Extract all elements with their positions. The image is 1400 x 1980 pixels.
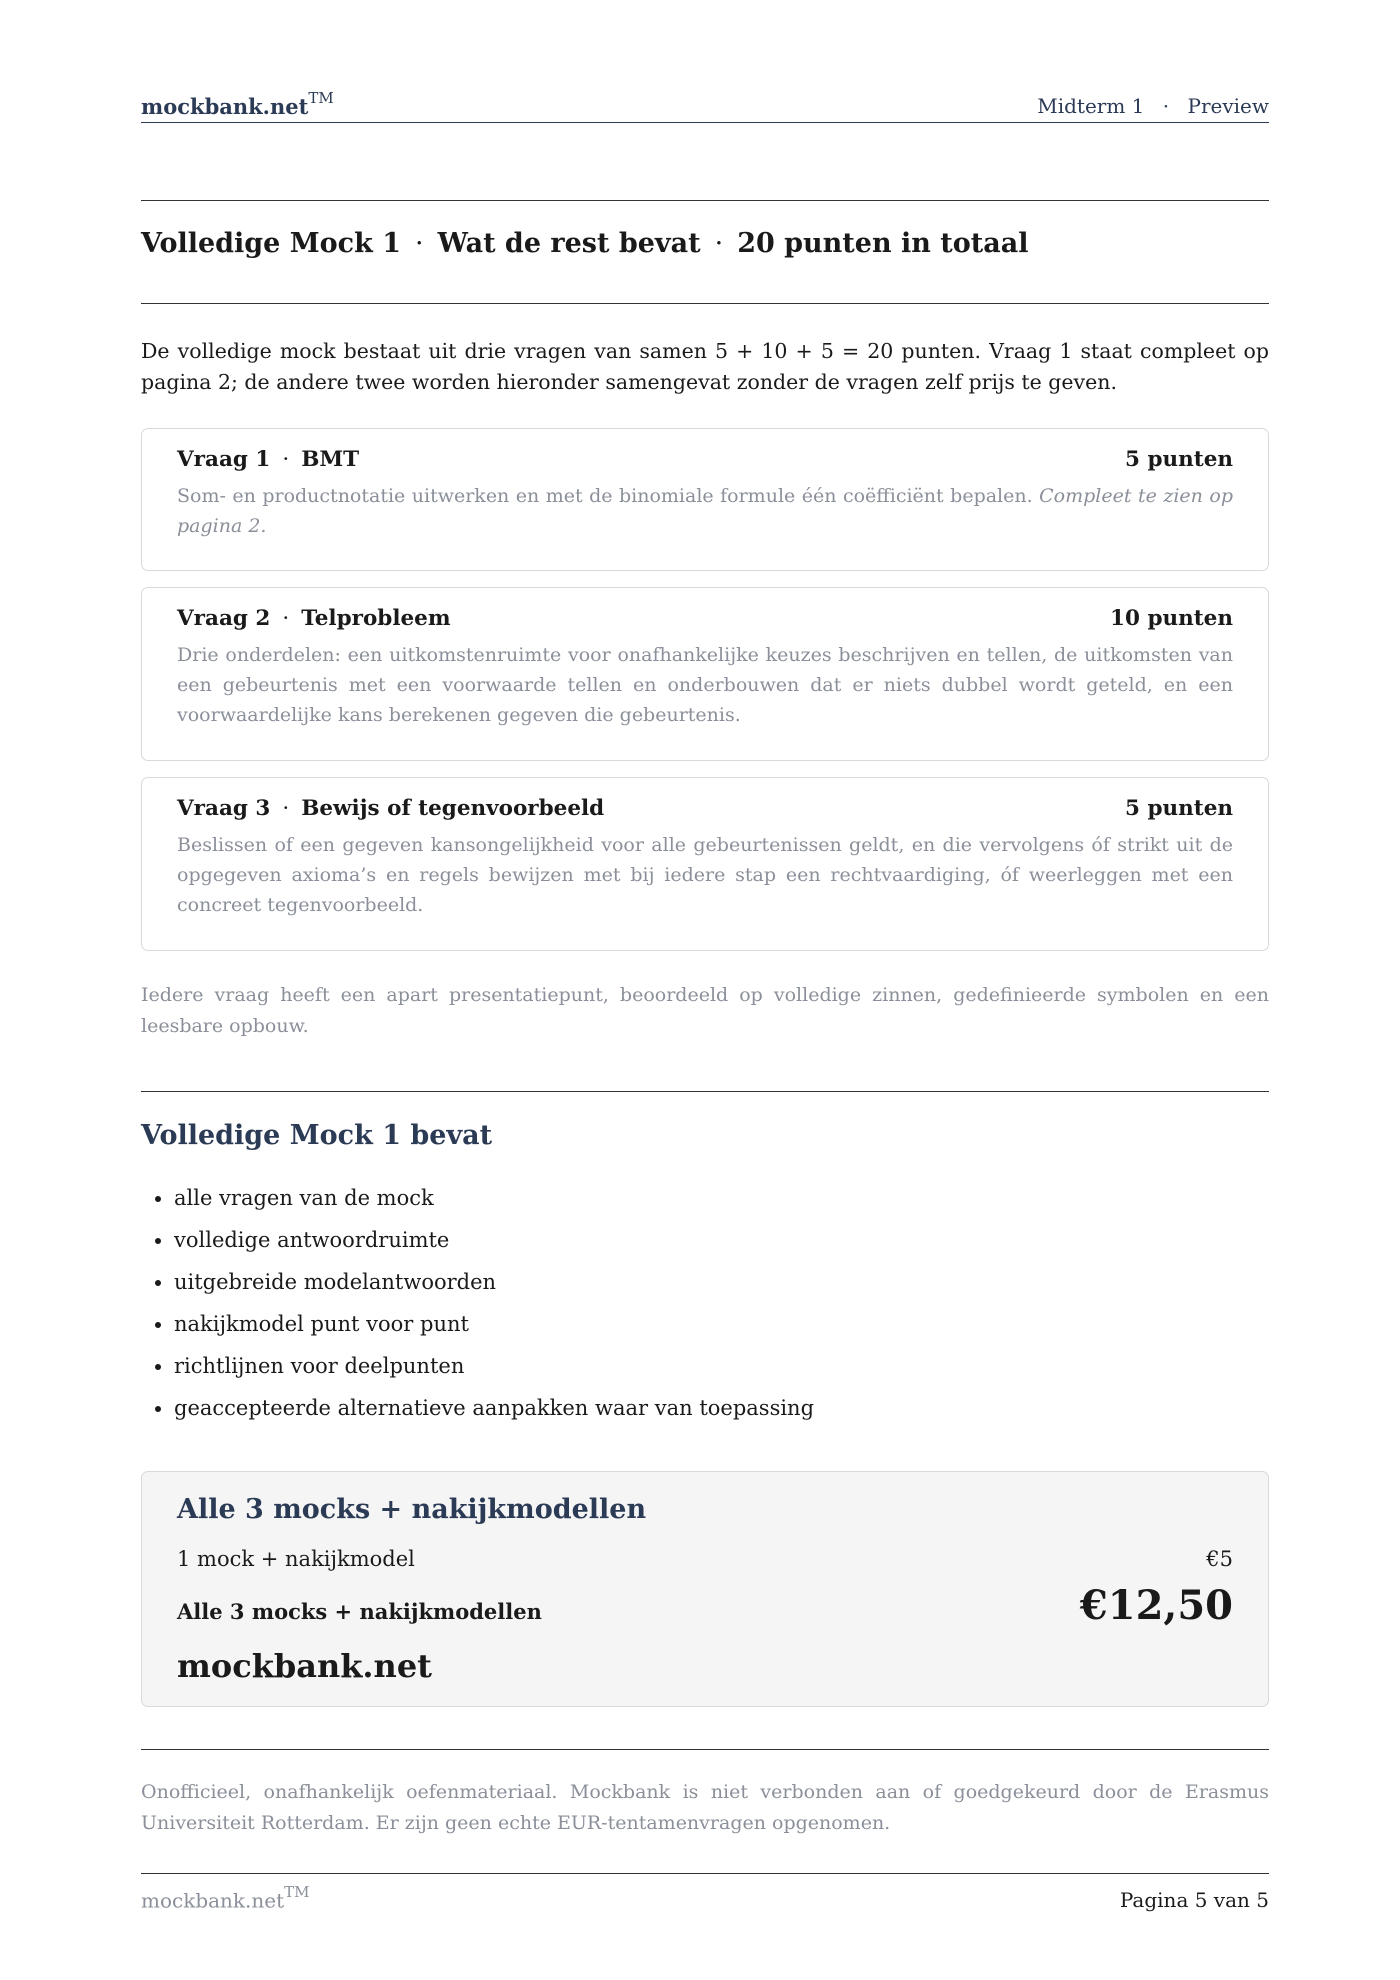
intro-paragraph: De volledige mock bestaat uit drie vragen van samen 5 + 10 + 5 = 20 punten. Vraag 1 staat compleet op pagina 2; de andere twee worden hieronder samengevat zonder de vragen zelf prijs te geven. (141, 339, 1269, 394)
header-separator: · (1162, 94, 1170, 118)
question-description: Drie onderdelen: een uitkomstenruimte voor onafhankelijke keuzes beschrijven en tellen, de uitkomsten van een gebeurtenis met een voorwaarde tellen en onderbouwen dat er niets dubbel wordt geteld, en een voorwaardelijke kans berekenen gegeven die gebeurtenis. (177, 644, 1233, 726)
exam-name: Midterm 1 (1037, 94, 1145, 118)
contents-list (141, 1177, 814, 1429)
question-description: Som- en productnotatie uitwerken en met de binomiale formule één coëfficiënt bepalen. Compleet te zien op pagina 2. (177, 485, 1233, 537)
question-topic: Bewijs of tegenvoorbeeld (301, 796, 605, 821)
presentation-note: Iedere vraag heeft een apart presentatiepunt, beoordeeld op volledige zinnen, gedefinieerde symbolen en een leesbare opbouw. (141, 984, 1269, 1037)
pricing-heading: Alle 3 mocks + nakijkmodellen (177, 1494, 647, 1525)
question-topic: Telprobleem (301, 606, 451, 631)
question-topic: BMT (301, 447, 360, 472)
question-card (141, 587, 1269, 761)
trademark-mark: TM (308, 89, 334, 107)
divider (141, 200, 1269, 201)
list-item: • richtlijnen voor deelpunten (174, 1345, 814, 1387)
list-item: • nakijkmodel punt voor punt (174, 1303, 814, 1345)
title-separator: · (714, 228, 724, 259)
question-number: Vraag 1 (177, 447, 271, 472)
page-number: Pagina 5 van 5 (1119, 1888, 1269, 1912)
list-item: • geaccepteerde alternatieve aanpakken waar van toepassing (174, 1387, 814, 1429)
list-item: • volledige antwoordruimte (174, 1219, 814, 1261)
title-separator: · (415, 228, 424, 259)
title-points: 20 punten in totaal (737, 228, 1029, 259)
bundle-price: €12,50 (1079, 1582, 1233, 1629)
page-title (141, 228, 1028, 259)
question-description: Beslissen of een gegeven kansongelijkheid voor alle gebeurtenissen geldt, en die vervolgens óf strikt uit de opgegeven axioma’s en regels bewijzen met bij iedere stap een rechtvaardiging, óf weerleggen met een concreet tegenvoorbeeld. (177, 834, 1233, 916)
question-points: 10 punten (1110, 606, 1233, 631)
list-item: • alle vragen van de mock (174, 1177, 814, 1219)
question-header: Vraag 2 · Telprobleem 10 punten (177, 606, 1233, 631)
single-mock-price: €5 (1206, 1547, 1233, 1571)
header-context (1037, 94, 1269, 118)
pricing-box (141, 1471, 1269, 1707)
trademark-mark: TM (284, 1883, 310, 1901)
title-subject: Wat de rest bevat (437, 228, 701, 259)
divider (141, 303, 1269, 304)
mode-label: Preview (1187, 94, 1269, 118)
divider (141, 1091, 1269, 1092)
page-footer (141, 1873, 1269, 1913)
question-points: 5 punten (1125, 447, 1233, 472)
footer-brand: mockbank.net™ (141, 1883, 310, 1913)
question-header: Vraag 1 · BMT 5 punten (177, 447, 1233, 472)
page-header (141, 88, 1269, 123)
question-card (141, 428, 1269, 571)
site-link[interactable]: mockbank.net (177, 1647, 432, 1685)
question-card (141, 777, 1269, 951)
contents-heading: Volledige Mock 1 bevat (141, 1120, 493, 1151)
question-note: Compleet te zien op pagina 2. (177, 485, 1233, 537)
question-points: 5 punten (1125, 796, 1233, 821)
question-number: Vraag 3 (177, 796, 271, 821)
question-header: Vraag 3 · Bewijs of tegenvoorbeeld 5 punten (177, 796, 1233, 821)
list-item: • uitgebreide modelantwoorden (174, 1261, 814, 1303)
disclaimer: Onofficieel, onafhankelijk oefenmateriaal. Mockbank is niet verbonden aan of goedgekeurd door de Erasmus Universiteit Rotterdam. Er zijn geen echte EUR-tentamenvragen opgenomen. (141, 1781, 1269, 1834)
brand-logo: mockbank.net™ (141, 89, 334, 119)
question-number: Vraag 2 (177, 606, 271, 631)
title-mock: Volledige Mock 1 (141, 228, 401, 259)
divider (141, 1749, 1269, 1750)
single-mock-label: 1 mock + nakijkmodel (177, 1547, 415, 1571)
bundle-label: Alle 3 mocks + nakijkmodellen (177, 1599, 542, 1624)
